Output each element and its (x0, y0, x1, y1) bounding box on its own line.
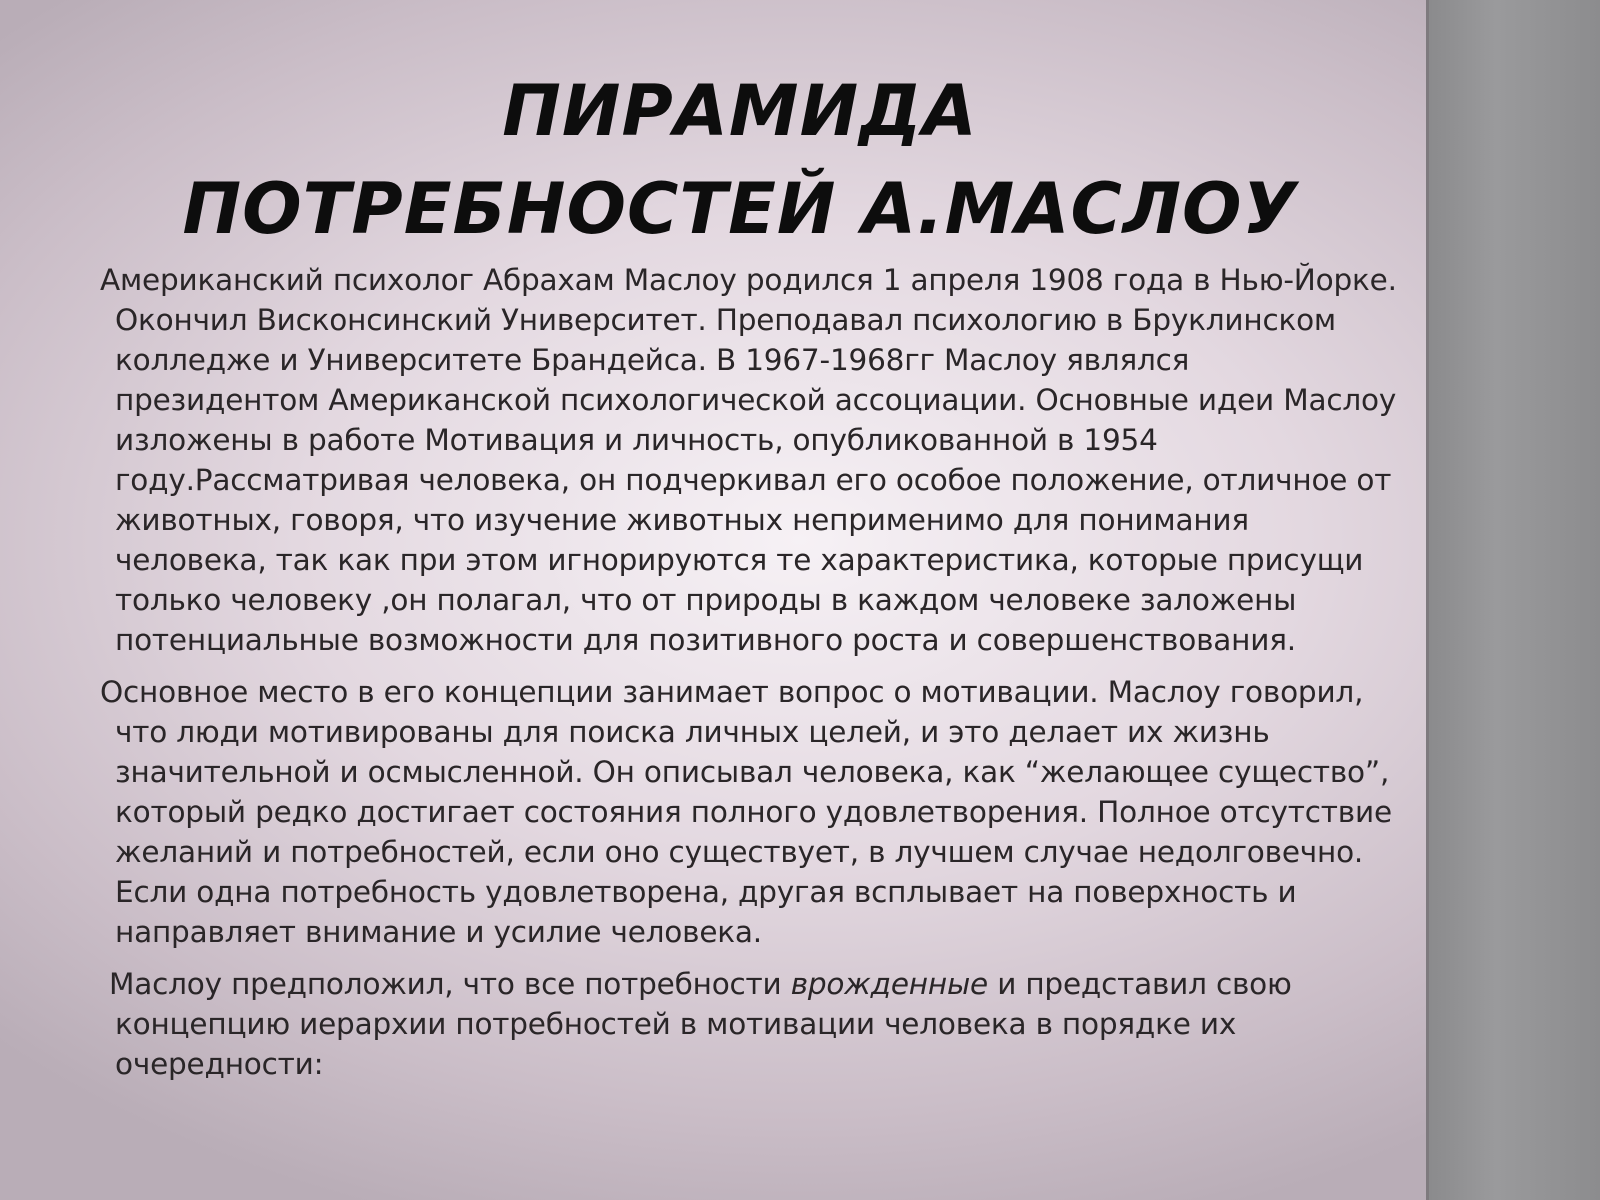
slide-title (120, 62, 1360, 258)
paragraph-hierarchy-emphasis: врожденные (790, 967, 989, 1001)
paragraph-motivation: Основное место в его концепции занимает вопрос о мотивации. Маслоу говорил, что люди мотивированы для поиска личных целей, и это делает их жизнь значительной и осмысленной. Он описывал человека, как “желающее существо”, который редко достигает состояния полного удовлетворения. Полное отсутствие желаний и потребностей, если оно существует, в лучшем случае недолговечно. Если одна потребность удовлетворена, другая всплывает на поверхность и направляет внимание и усилие человека. (100, 675, 1392, 949)
paragraph-hierarchy-end: и представил свою концепцию иерархии потребностей в мотивации человека в порядке их очередности: (115, 967, 1292, 1081)
paragraph-biography: Американский психолог Абрахам Маслоу родился 1 апреля 1908 года в Нью-Йорке. Окончил Висконсинский Университет. Преподавал психологию в Бруклинском колледже и Университете Брандейса. В 1967-1968гг Маслоу являлся президентом Американской психологической ассоциации. Основные идеи Маслоу изложены в работе Мотивация и личность, опубликованной в 1954 году.Рассматривая человека, он подчеркивал его особое положение, отличное от животных, говоря, что изучение животных неприменимо для понимания человека, так как при этом игнорируются те характеристика, которые присущи только человеку ,он полагал, что от природы в каждом человеке заложены потенциальные возможности для позитивного роста и совершенствования. (100, 263, 1397, 657)
paragraph-hierarchy (100, 964, 1400, 1084)
slide-title-line-1: ПИРАМИДА (502, 70, 978, 152)
slide-body (100, 260, 1400, 1096)
slide-title-line-2: ПОТРЕБНОСТЕЙ А.МАСЛОУ (182, 168, 1298, 250)
side-decor-bar (1426, 0, 1600, 1200)
paragraph-hierarchy-start: Маслоу предположил, что все потребности (109, 967, 791, 1001)
